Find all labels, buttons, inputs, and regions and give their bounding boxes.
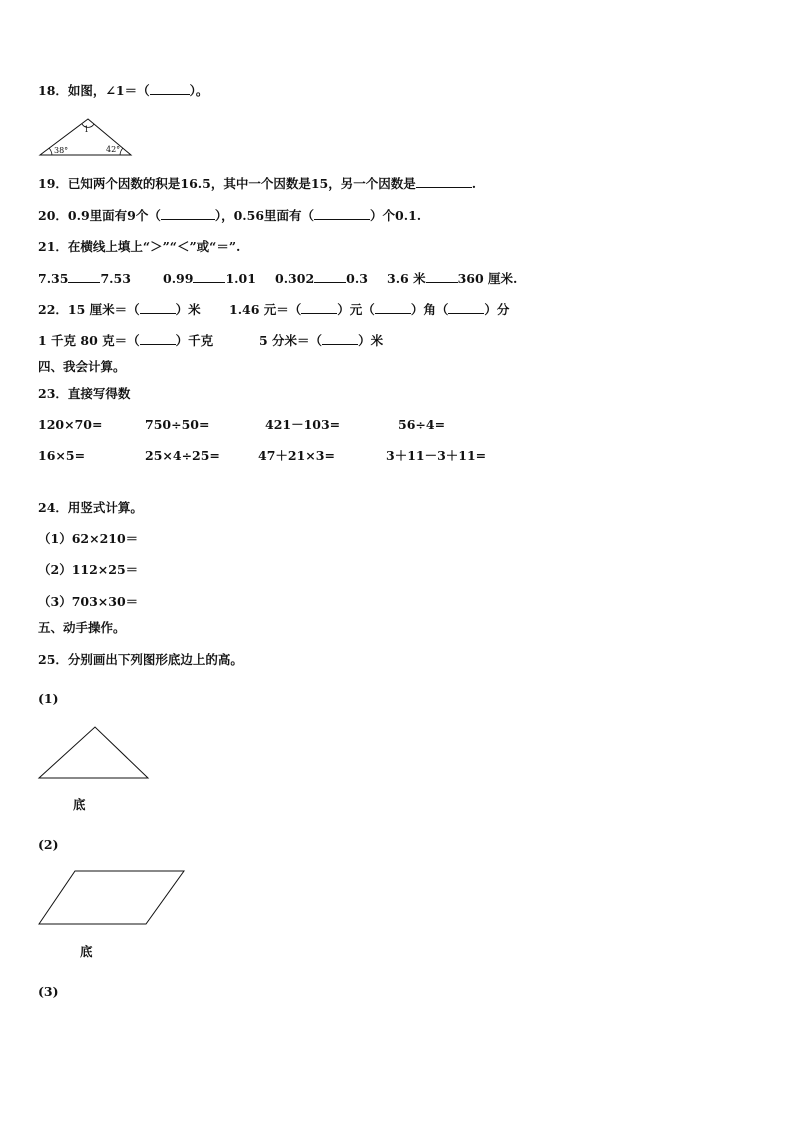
- q25-triangle-figure: [38, 726, 150, 780]
- q19-end: .: [471, 176, 477, 191]
- q20-text-a: 20．0.9里面有9个（: [38, 208, 161, 223]
- q21-item-1-right: 7.53: [100, 271, 131, 286]
- q21-item-2-right: 1.01: [225, 271, 256, 286]
- q25-figure-1-label: (1): [38, 691, 59, 706]
- q22-text-f: ）分: [484, 302, 510, 317]
- q25-title: 25．分别画出下列图形底边上的高。: [38, 652, 243, 667]
- q18-angle: ∠1＝（: [105, 83, 150, 98]
- q22-text-g: 1 千克 80 克＝（: [38, 333, 140, 348]
- q22-text-i: 5 分米＝（: [259, 333, 323, 348]
- q25-figure-3-label: (3): [38, 984, 59, 999]
- question-20: [38, 208, 421, 224]
- q23-r2-c2: 25×4÷25=: [145, 448, 220, 463]
- q21-item-3: [275, 271, 368, 287]
- q22-line-2-part-2: [259, 333, 383, 349]
- q22-blank-1[interactable]: [140, 302, 176, 314]
- q18-answer-blank[interactable]: [150, 83, 190, 95]
- q20-blank-1[interactable]: [161, 208, 215, 220]
- q21-item-4-left: 3.6 米: [387, 271, 426, 286]
- q23-r2-c1: 16×5=: [38, 448, 86, 463]
- q18-angle1-label: 1: [84, 125, 90, 134]
- q24-item-3: （3）703×30＝: [38, 594, 139, 609]
- q23-r1-c1: 120×70=: [38, 417, 103, 432]
- q21-item-4-right: 360 厘米.: [457, 271, 518, 286]
- q20-blank-2[interactable]: [314, 208, 370, 220]
- q22-blank-4[interactable]: [448, 302, 484, 314]
- q25-parallelogram-figure: [38, 870, 186, 926]
- q21-item-2: [163, 271, 256, 287]
- q25-figure-2-label: (2): [38, 837, 59, 852]
- section-5-heading: 五、动手操作。: [38, 620, 126, 635]
- q21-item-2-blank[interactable]: [193, 271, 225, 283]
- q22-blank-5[interactable]: [140, 333, 176, 345]
- q22-text-a: 22．15 厘米＝（: [38, 302, 140, 317]
- q20-text-c: ）个0.1.: [370, 208, 422, 223]
- q18-number: 18．: [38, 83, 68, 98]
- q23-r2-c3: 47＋21×3=: [258, 448, 335, 463]
- section-4-heading: 四、我会计算。: [38, 359, 126, 374]
- q18-end: ）。: [189, 83, 209, 98]
- q24-title: 24．用竖式计算。: [38, 500, 143, 515]
- q21-item-4-blank[interactable]: [426, 271, 458, 283]
- q21-item-2-left: 0.99: [163, 271, 194, 286]
- q18-text: 如图，: [67, 83, 106, 98]
- q22-text-e: ）角（: [410, 302, 449, 317]
- q21-item-1: [38, 271, 131, 287]
- q24-item-2: （2）112×25＝: [38, 562, 139, 577]
- q21-item-3-blank[interactable]: [314, 271, 346, 283]
- q18-left-angle-label: 38°: [54, 146, 69, 155]
- q23-r1-c4: 56÷4=: [398, 417, 446, 432]
- q22-line-1-part-1: [38, 302, 201, 318]
- q22-blank-6[interactable]: [322, 333, 358, 345]
- q22-blank-3[interactable]: [375, 302, 411, 314]
- q23-title: 23．直接写得数: [38, 386, 131, 401]
- q18-right-angle-label: 42°: [106, 145, 121, 154]
- q21-item-4: [387, 271, 517, 287]
- question-18: [38, 83, 208, 99]
- q22-text-h: ）千克: [175, 333, 214, 348]
- question-21: [38, 239, 240, 255]
- q21-item-3-left: 0.302: [275, 271, 315, 286]
- q23-r2-c4: 3＋11－3＋11=: [386, 448, 487, 463]
- q22-text-j: ）米: [358, 333, 384, 348]
- q23-r1-c2: 750÷50=: [145, 417, 210, 432]
- q22-text-c: 1.46 元＝（: [229, 302, 302, 317]
- q19-answer-blank[interactable]: [416, 176, 472, 188]
- q21-item-3-right: 0.3: [346, 271, 368, 286]
- q23-r1-c3: 421－103=: [265, 417, 341, 432]
- question-19: [38, 176, 476, 192]
- q24-item-1: （1）62×210＝: [38, 531, 139, 546]
- q22-text-d: ）元（: [337, 302, 375, 317]
- q22-line-2-part-1: [38, 333, 213, 349]
- q20-text-b: ），0.56里面有（: [214, 208, 315, 223]
- q21-text: 21．在横线上填上“＞”“＜”或“＝”.: [38, 239, 241, 254]
- q19-text: 19．已知两个因数的积是16.5，其中一个因数是15，另一个因数是: [38, 176, 416, 191]
- q25-figure-1-base-label: 底: [73, 797, 86, 812]
- q22-line-1-part-2: [229, 302, 509, 318]
- q21-item-1-left: 7.35: [38, 271, 69, 286]
- q21-item-1-blank[interactable]: [68, 271, 100, 283]
- q18-triangle-figure: [38, 116, 138, 158]
- q25-figure-2-base-label: 底: [80, 944, 93, 959]
- q22-text-b: ）米: [175, 302, 201, 317]
- q22-blank-2[interactable]: [301, 302, 337, 314]
